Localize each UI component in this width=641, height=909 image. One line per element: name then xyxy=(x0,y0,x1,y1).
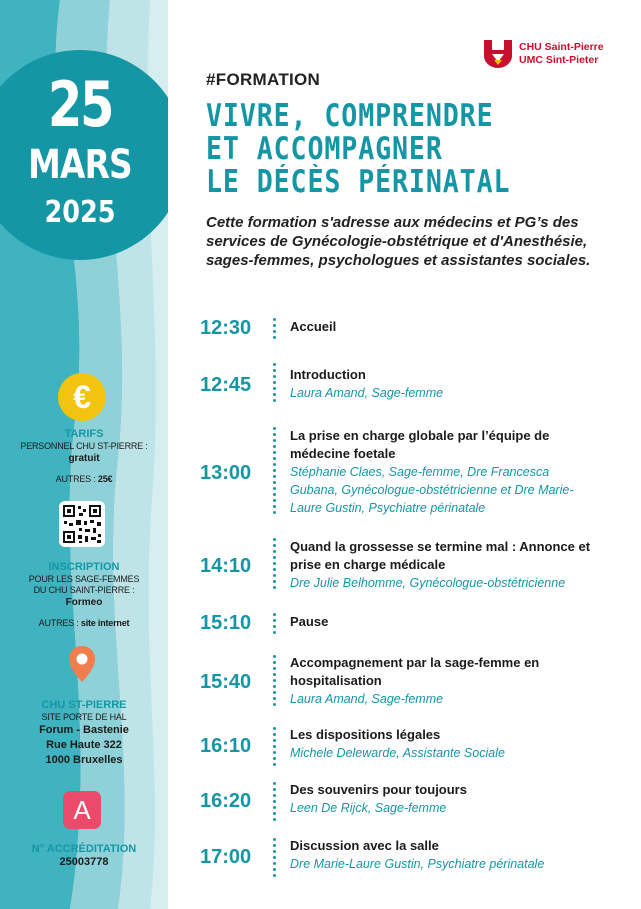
chu-logo-icon xyxy=(482,38,514,70)
schedule-speaker: Stéphanie Claes, Sage-femme, Dre Francesca Gubana, Gynécologue-obstétricienne et Dre Marie-Laure Gustin, Psychiatre périnatale xyxy=(290,465,574,515)
schedule-title: Des souvenirs pour toujours xyxy=(290,782,467,797)
schedule-time: 12:45 xyxy=(200,374,252,396)
page-title xyxy=(206,100,560,199)
schedule-time: 15:40 xyxy=(200,671,252,693)
lieu-title: CHU ST-PIERRE xyxy=(41,699,127,711)
schedule-title: Les dispositions légales xyxy=(290,727,441,742)
schedule-time: 13:00 xyxy=(200,462,252,484)
dots-separator xyxy=(273,655,277,709)
accreditation-number: 25003778 xyxy=(59,856,109,868)
location-pin-icon xyxy=(66,644,98,684)
euro-icon: € xyxy=(58,373,106,421)
lieu-line3: 1000 Bruxelles xyxy=(45,754,123,766)
schedule-speaker: Michele Delewarde, Assistante Sociale xyxy=(290,746,505,760)
date-day: 25 xyxy=(47,68,113,141)
schedule-time: 16:20 xyxy=(200,790,252,812)
tarifs-title: TARIFS xyxy=(64,428,104,440)
schedule-item xyxy=(290,318,600,336)
schedule-title: Accueil xyxy=(290,319,337,334)
inscription-autres-value[interactable]: site internet xyxy=(80,618,130,628)
dots-separator xyxy=(273,782,277,824)
schedule-speaker: Laura Amand, Sage-femme xyxy=(290,386,444,400)
schedule-title: Discussion avec la salle xyxy=(290,838,439,853)
accreditation-badge-icon: A xyxy=(63,791,101,829)
accreditation-title: N° ACCRÉDITATION xyxy=(31,843,137,855)
tarifs-autres-label: AUTRES : xyxy=(55,474,96,484)
tarifs-personnel-value: gratuit xyxy=(68,453,100,464)
dots-separator xyxy=(273,727,277,769)
tarifs-block xyxy=(0,428,168,485)
schedule-title: Pause xyxy=(290,614,329,629)
schedule-item xyxy=(290,427,600,517)
schedule-time: 16:10 xyxy=(200,735,252,757)
schedule-item xyxy=(290,654,600,708)
schedule-item xyxy=(290,726,600,762)
schedule-speaker: Dre Marie-Laure Gustin, Psychiatre périnatale xyxy=(290,857,545,871)
dots-separator xyxy=(273,838,277,880)
dots-separator xyxy=(273,538,277,592)
schedule-item xyxy=(290,613,600,631)
schedule-speaker: Leen De Rijck, Sage-femme xyxy=(290,801,447,815)
schedule-time: 15:10 xyxy=(200,612,252,634)
dots-separator xyxy=(273,613,277,637)
qr-code-icon[interactable] xyxy=(59,501,105,547)
inscription-value: Formeo xyxy=(65,597,103,608)
schedule-time: 17:00 xyxy=(200,846,252,868)
accreditation-block xyxy=(0,843,168,869)
inscription-line2: DU CHU SAINT-PIERRE : xyxy=(33,585,135,595)
schedule-title: La prise en charge globale par l’équipe de médecine foetale xyxy=(290,428,550,461)
tarifs-personnel-label: PERSONNEL CHU ST-PIERRE : xyxy=(20,441,148,451)
schedule-title: Quand la grossesse se termine mal : Annonce et prise en charge médicale xyxy=(290,539,591,572)
schedule-time: 14:10 xyxy=(200,555,252,577)
schedule-speaker: Dre Julie Belhomme, Gynécologue-obstétricienne xyxy=(290,576,566,590)
schedule-time: 12:30 xyxy=(200,317,252,339)
chu-logo-text xyxy=(519,41,604,67)
title-line-2: ET ACCOMPAGNER xyxy=(206,131,443,167)
lieu-line1: Forum - Bastenie xyxy=(39,724,129,736)
schedule-item xyxy=(290,538,600,592)
dots-separator xyxy=(273,318,277,342)
lieu-line2: Rue Haute 322 xyxy=(46,739,122,751)
schedule-title: Introduction xyxy=(290,367,366,382)
title-line-1: VIVRE, COMPRENDRE xyxy=(206,98,494,134)
inscription-line1: POUR LES SAGE-FEMMES xyxy=(28,574,140,584)
schedule-title: Accompagnement par la sage-femme en hospitalisation xyxy=(290,655,540,688)
logo-line2: UMC Sint-Pieter xyxy=(519,54,599,66)
schedule-item xyxy=(290,837,600,873)
inscription-title: INSCRIPTION xyxy=(48,561,120,573)
inscription-autres xyxy=(0,618,168,629)
tarifs-autres xyxy=(0,474,168,485)
dots-separator xyxy=(273,363,277,405)
hashtag: #FORMATION xyxy=(206,70,321,89)
lieu-subtitle: SITE PORTE DE HAL xyxy=(41,712,127,722)
subtitle: Cette formation s'adresse aux médecins et PG’s des services de Gynécologie-obstétrique et d'Anesthésie, sages-femmes, psychologues et assistantes sociales. xyxy=(206,214,591,269)
schedule-item xyxy=(290,366,600,402)
date-year: 2025 xyxy=(44,195,116,230)
inscription-block xyxy=(0,561,168,629)
dots-separator xyxy=(273,427,277,517)
tarifs-autres-value: 25€ xyxy=(97,474,113,484)
inscription-autres-label: AUTRES : xyxy=(38,618,79,628)
title-line-3: LE DÉCÈS PÉRINATAL xyxy=(206,164,511,200)
schedule-item xyxy=(290,781,600,817)
date-month: MARS xyxy=(28,142,132,188)
date-circle xyxy=(0,50,168,260)
lieu-block xyxy=(0,699,168,768)
logo-line1: CHU Saint-Pierre xyxy=(519,41,604,53)
schedule-speaker: Laura Amand, Sage-femme xyxy=(290,692,444,706)
sidebar xyxy=(0,0,168,909)
